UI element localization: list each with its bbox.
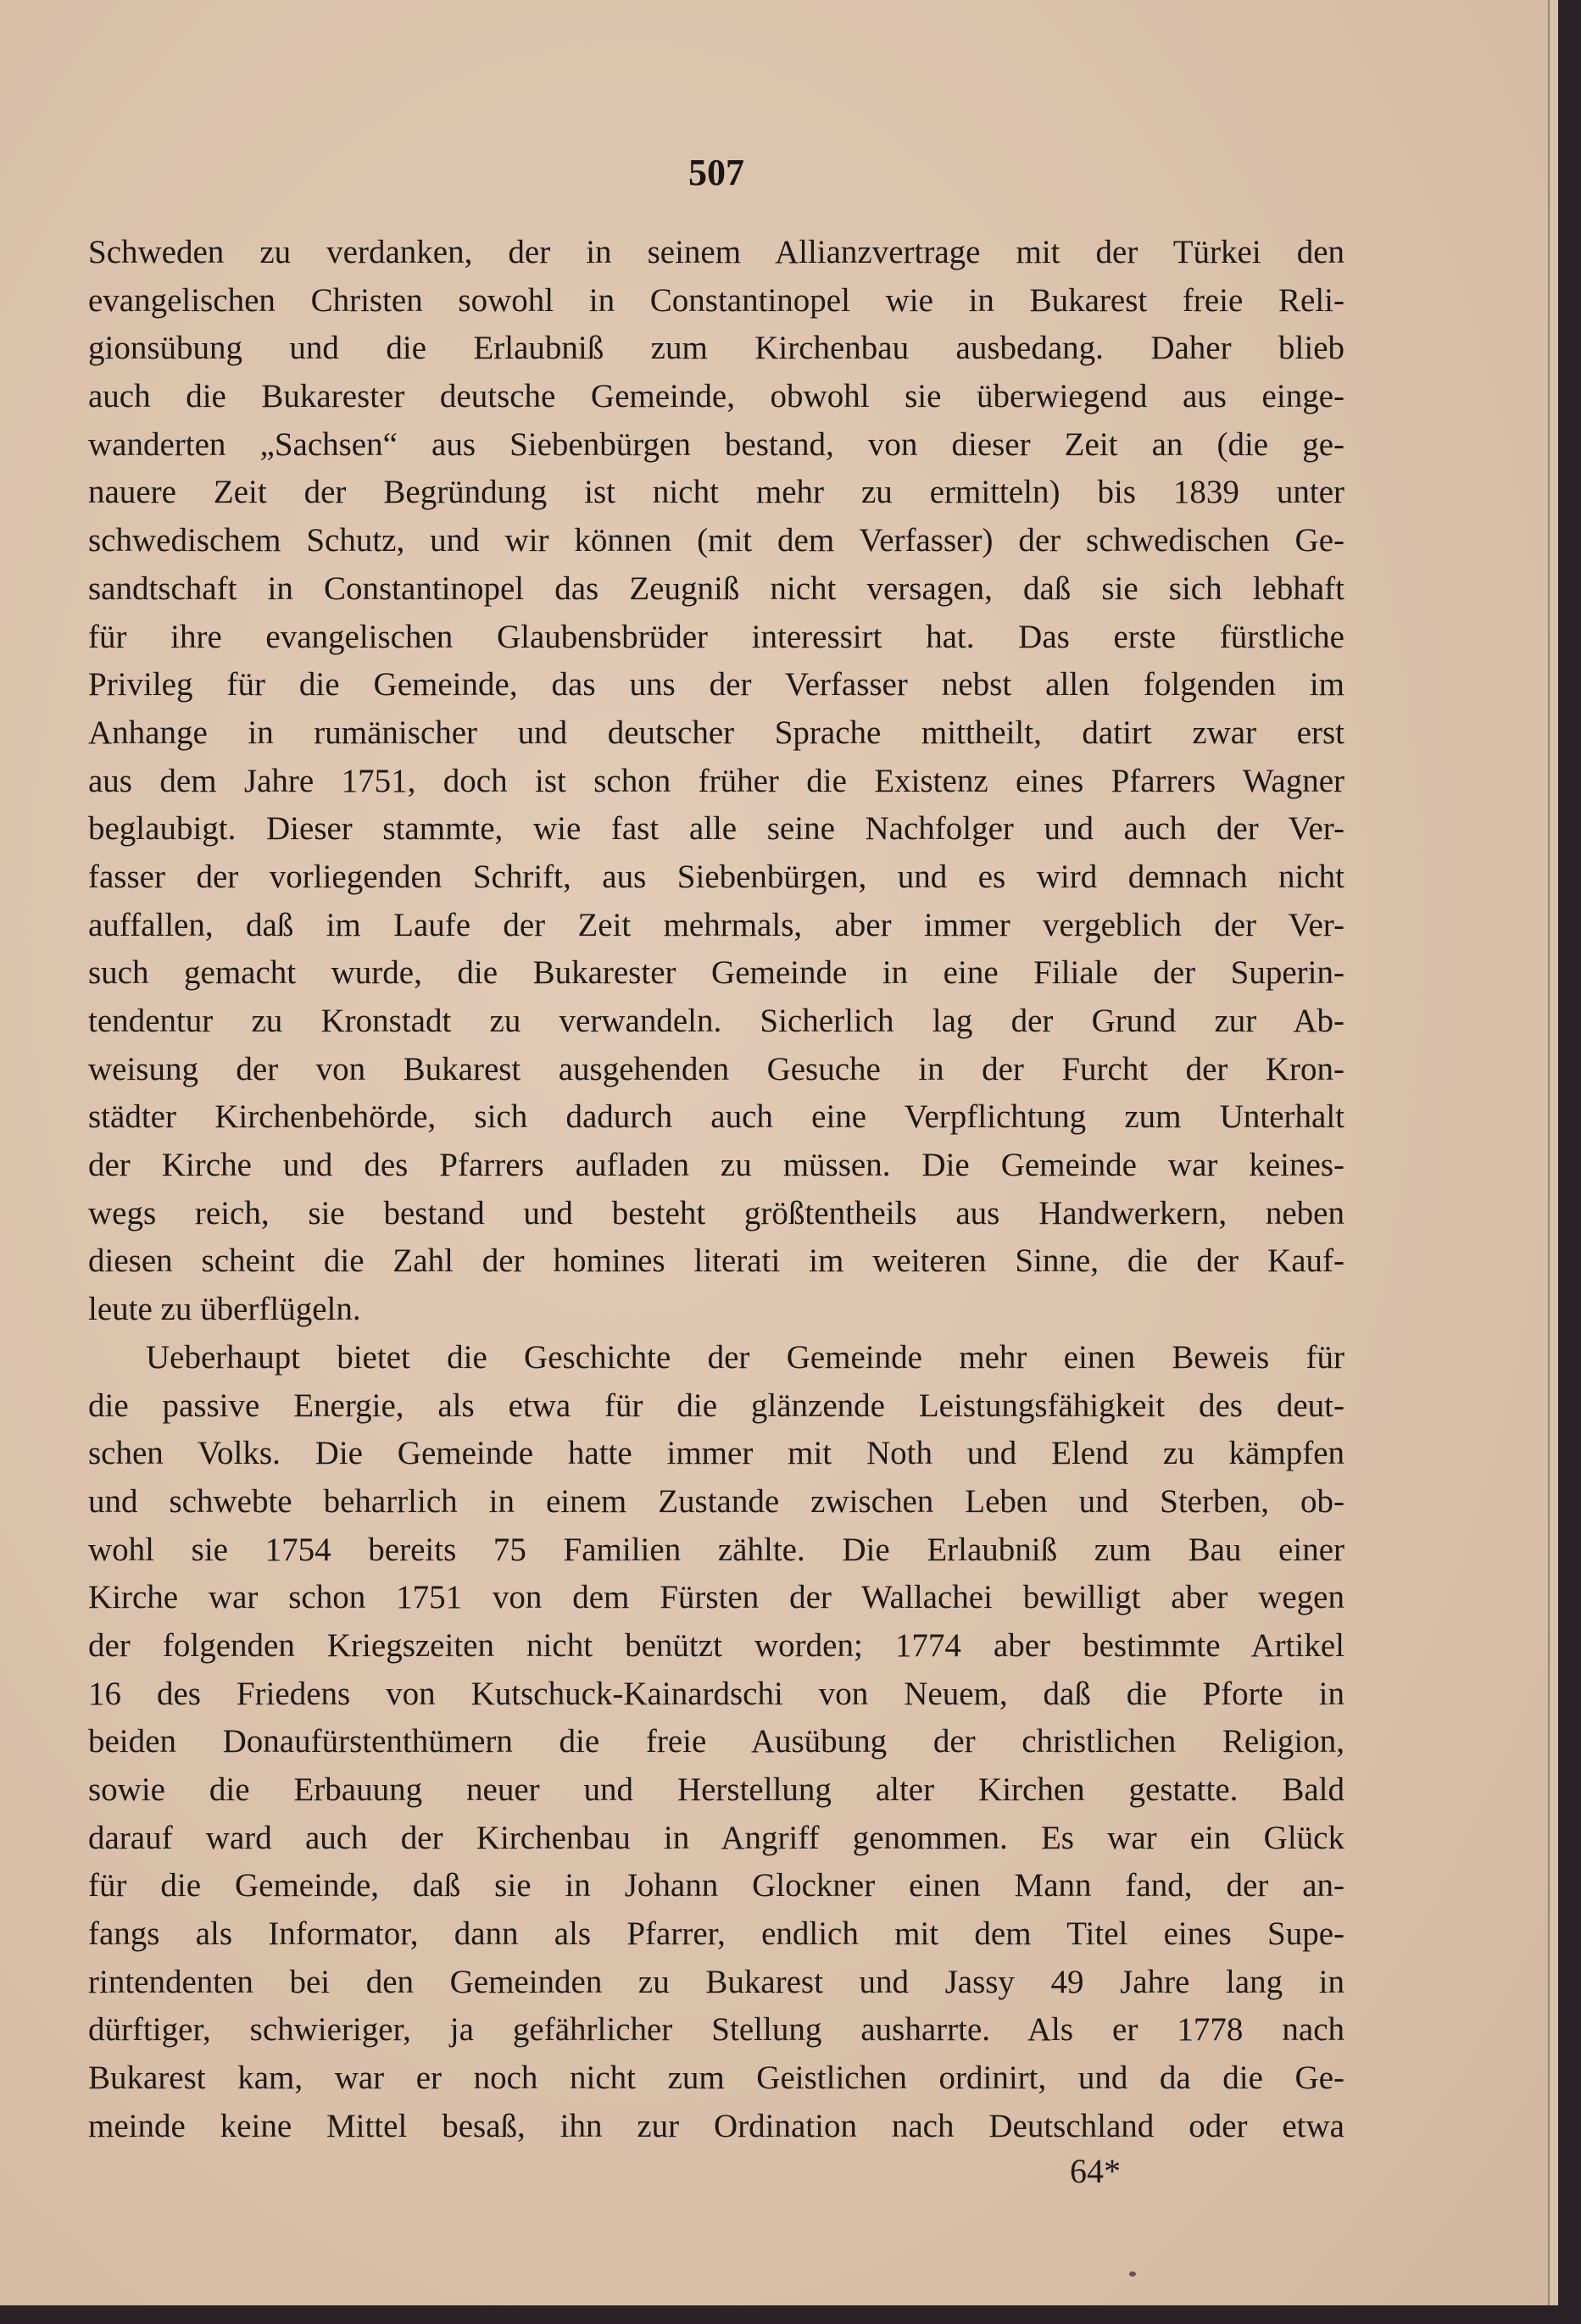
text-line: beglaubigt. Dieser stammte, wie fast alle seine Nachfolger und auch der Ver- xyxy=(88,810,1344,848)
text-line: Bukarest kam, war er noch nicht zum Geistlichen ordinirt, und da die Ge- xyxy=(88,2060,1344,2097)
text-line: städter Kirchenbehörde, sich dadurch auch eine Verpflichtung zum Unterhalt xyxy=(88,1098,1344,1136)
text-line: meinde keine Mittel besaß, ihn zur Ordination nach Deutschland oder etwa xyxy=(88,2107,1344,2144)
text-line: und schwebte beharrlich in einem Zustande zwischen Leben und Sterben, ob- xyxy=(88,1482,1344,1520)
text-line: tendentur zu Kronstadt zu verwandeln. Sicherlich lag der Grund zur Ab- xyxy=(88,1003,1344,1039)
text-line: such gemacht wurde, die Bukarester Gemeinde in eine Filiale der Superin- xyxy=(88,954,1344,992)
text-line: der Kirche und des Pfarrers aufladen zu müssen. Die Gemeinde war keines- xyxy=(88,1147,1344,1184)
text-line: rintendenten bei den Gemeinden zu Bukarest und Jassy 49 Jahre lang in xyxy=(88,1963,1344,2000)
signature-mark: 64* xyxy=(1070,2152,1121,2190)
text-line: auch die Bukarester deutsche Gemeinde, obwohl sie überwiegend aus einge- xyxy=(88,378,1344,415)
text-line: schen Volks. Die Gemeinde hatte immer mit Noth und Elend zu kämpfen xyxy=(88,1435,1344,1472)
text-line: sowie die Erbauung neuer und Herstellung alter Kirchen gestatte. Bald xyxy=(88,1771,1344,1808)
text-line: Kirche war schon 1751 von dem Fürsten der Wallachei bewilligt aber wegen xyxy=(88,1579,1344,1616)
text-line: schwedischem Schutz, und wir können (mit dem Verfasser) der schwedischen Ge- xyxy=(88,522,1344,559)
page-edge xyxy=(1548,0,1558,2305)
text-line: beiden Donaufürstenthümern die freie Ausübung der christlichen Religion, xyxy=(88,1723,1344,1760)
text-line: Schweden zu verdanken, der in seinem Allianzvertrage mit der Türkei den xyxy=(88,234,1344,270)
text-line: dürftiger, schwieriger, ja gefährlicher Stellung ausharrte. Als er 1778 nach xyxy=(88,2011,1344,2049)
text-line: für ihre evangelischen Glaubensbrüder interessirt hat. Das erste fürstliche xyxy=(88,618,1344,655)
text-line: auffallen, daß im Laufe der Zeit mehrmals, aber immer vergeblich der Ver- xyxy=(88,906,1344,943)
text-line: evangelischen Christen sowohl in Constantinopel wie in Bukarest freie Reli- xyxy=(88,281,1344,319)
text-line: fasser der vorliegenden Schrift, aus Siebenbürgen, und es wird demnach nicht xyxy=(88,858,1344,895)
text-line: fangs als Informator, dann als Pfarrer, endlich mit dem Titel eines Supe- xyxy=(88,1915,1344,1953)
text-line: darauf ward auch der Kirchenbau in Angriff genommen. Es war ein Glück xyxy=(88,1819,1344,1856)
text-line: diesen scheint die Zahl der homines literati im weiteren Sinne, die der Kauf- xyxy=(88,1243,1344,1280)
text-line: 16 des Friedens von Kutschuck-Kainardschi von Neuem, daß die Pforte in xyxy=(88,1675,1344,1712)
text-line: gionsübung und die Erlaubniß zum Kirchenbau ausbedang. Daher blieb xyxy=(88,330,1344,367)
text-line: weisung der von Bukarest ausgehenden Gesuche in der Furcht der Kron- xyxy=(88,1050,1344,1087)
page-number: 507 xyxy=(688,152,744,193)
text-line: wanderten „Sachsen“ aus Siebenbürgen bestand, von dieser Zeit an (die ge- xyxy=(88,425,1344,463)
text-line: wohl sie 1754 bereits 75 Familien zählte. Die Erlaubniß zum Bau einer xyxy=(88,1531,1344,1568)
text-line: die passive Energie, als etwa für die glänzende Leistungsfähigkeit des deut- xyxy=(88,1387,1344,1424)
text-line: Ueberhaupt bietet die Geschichte der Gemeinde mehr einen Beweis für xyxy=(146,1338,1344,1376)
body-text xyxy=(88,229,1344,2151)
text-line: Privileg für die Gemeinde, das uns der Verfasser nebst allen folgenden im xyxy=(88,666,1344,703)
text-line: wegs reich, sie bestand und besteht größtentheils aus Handwerkern, neben xyxy=(88,1194,1344,1231)
ink-spot xyxy=(1129,2271,1136,2277)
text-line: aus dem Jahre 1751, doch ist schon früher die Existenz eines Pfarrers Wagner xyxy=(88,762,1344,799)
text-line: sandtschaft in Constantinopel das Zeugniß nicht versagen, daß sie sich lebhaft xyxy=(88,570,1344,607)
text-line: der folgenden Kriegszeiten nicht benützt worden; 1774 aber bestimmte Artikel xyxy=(88,1626,1344,1664)
text-line: nauere Zeit der Begründung ist nicht mehr zu ermitteln) bis 1839 unter xyxy=(88,474,1344,511)
text-line: leute zu überflügeln. xyxy=(88,1291,361,1328)
text-line: Anhange in rumänischer und deutscher Sprache mittheilt, datirt zwar erst xyxy=(88,714,1344,751)
text-line: für die Gemeinde, daß sie in Johann Glockner einen Mann fand, der an- xyxy=(88,1867,1344,1904)
